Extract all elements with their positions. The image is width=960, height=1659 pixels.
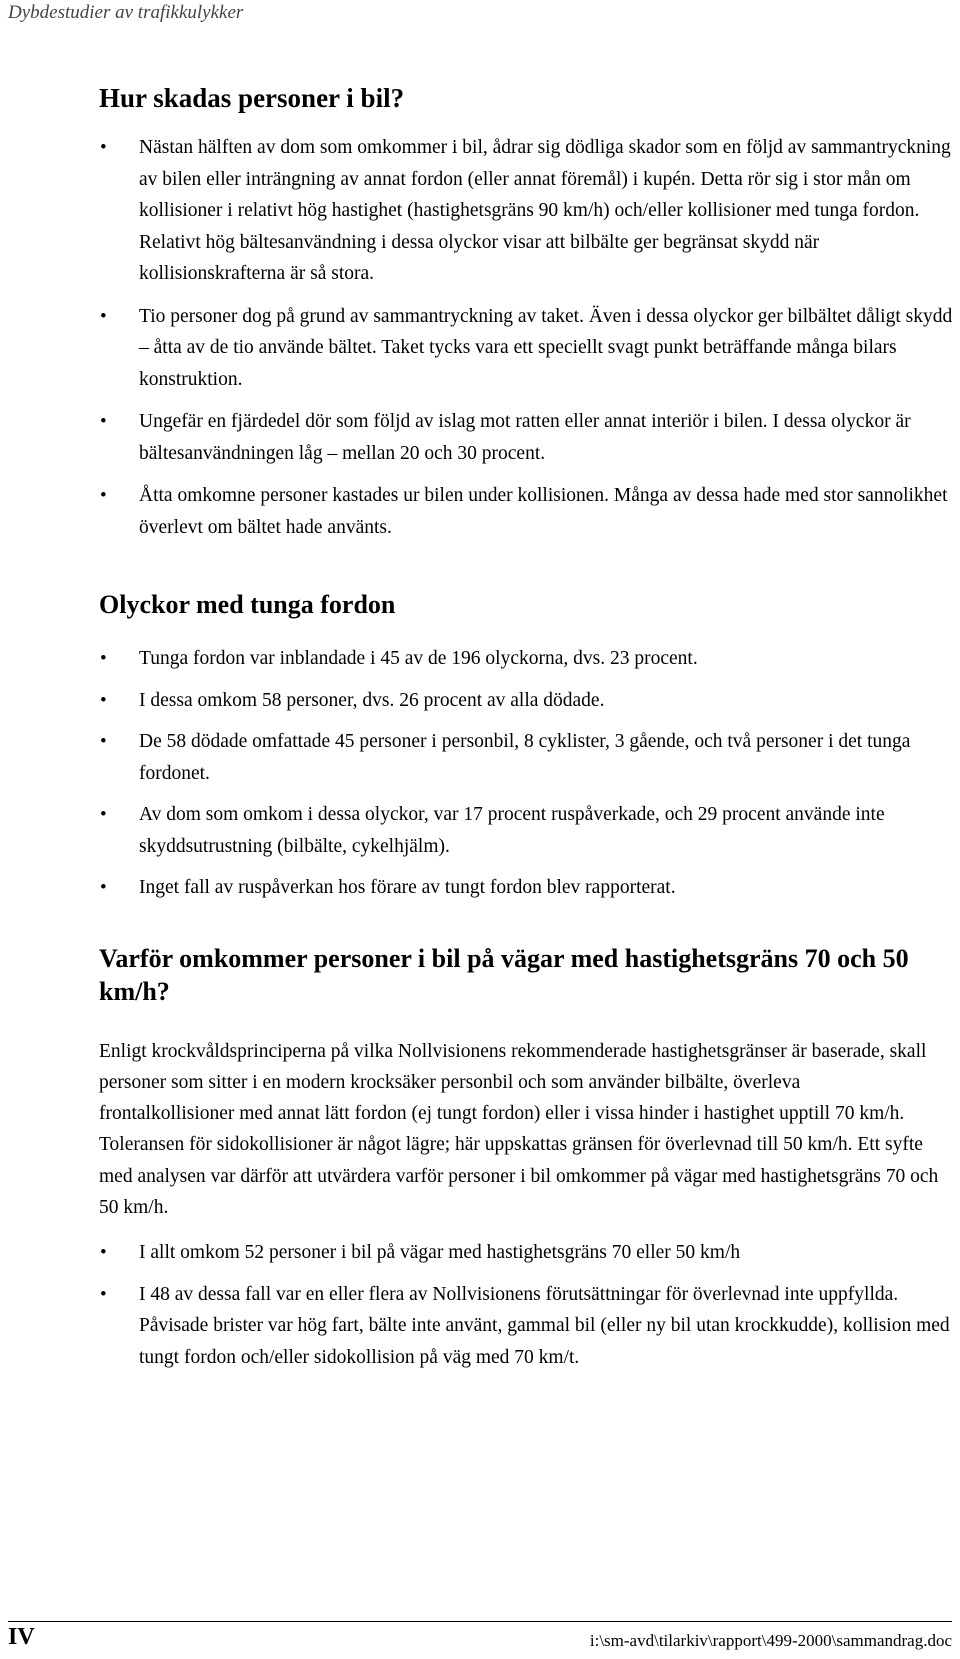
- document-body: [99, 82, 959, 1383]
- bullet-list-injuries: [99, 132, 959, 543]
- list-item-text: Nästan hälften av dom som omkommer i bil, ådrar sig dödliga skador som en följd av sammantryckning av bilen eller inträngning av annat fordon (eller annat föremål) i kupén. Detta rör sig i stor mån om kollisioner i relativt hög hastighet (hastighetsgräns 90 km/h) och/eller kollisioner med tunga fordon. Relativt hög bältesanvändning i dessa olyckor visar att bilbälte ger begränsat skydd när kollisionskrafterna är så stora.: [139, 137, 951, 284]
- bullet-dot-icon: •: [100, 137, 107, 158]
- bullet-dot-icon: •: [100, 485, 107, 506]
- list-item: [99, 301, 959, 396]
- section-heading-heavy-vehicles: Olyckor med tunga fordon: [99, 590, 396, 619]
- list-item-text: Inget fall av ruspåverkan hos förare av tungt fordon blev rapporterat.: [139, 877, 676, 898]
- list-item: [99, 872, 959, 904]
- list-item-text: Tunga fordon var inblandade i 45 av de 196 olyckorna, dvs. 23 procent.: [139, 648, 698, 669]
- list-item-text: I 48 av dessa fall var en eller flera av Nollvisionens förutsättningar för överlevnad inte uppfyllda. Påvisade brister var hög fart, bälte inte använt, gammal bil (eller ny bil utan krockkudde), kollision med tungt fordon och/eller sidokollision på väg med 70 km/t.: [139, 1283, 950, 1368]
- section-heading-speed-limits: Varför omkommer personer i bil på vägar med hastighetsgräns 70 och 50 km/h?: [99, 943, 909, 1006]
- body-paragraph: Enligt krockvåldsprinciperna på vilka Nollvisionens rekommenderade hastighetsgränser är baserade, skall personer som sitter i en modern krocksäker personbil och som använder bilbälte, överleva frontalkollisioner med annat lätt fordon (ej tungt fordon) eller i vissa hinder i hastighet upptill 70 km/h. Toleransen för sidokollisioner är något lägre; här uppskattas gränsen för överlevnad till 50 km/h. Ett syfte med analysen var därför att utvärdera varför personer i bil omkommer på vägar med hastighetsgräns 70 och 50 km/h.: [99, 1040, 939, 1218]
- list-item: [99, 406, 959, 469]
- list-item: [99, 480, 959, 543]
- bullet-dot-icon: •: [100, 1242, 107, 1264]
- bullet-list-speed-limits: [99, 1237, 959, 1373]
- list-item: [99, 799, 959, 862]
- page-number: IV: [8, 1624, 35, 1650]
- list-item-text: Ungefär en fjärdedel dör som följd av islag mot ratten eller annat interiör i bilen. I dessa olyckor är bältesanvändningen låg – mellan 20 och 30 procent.: [139, 411, 911, 464]
- list-item: [99, 685, 959, 717]
- section-heading-injuries: Hur skadas personer i bil?: [99, 83, 405, 113]
- bullet-dot-icon: •: [100, 689, 107, 711]
- bullet-dot-icon: •: [100, 411, 107, 432]
- bullet-list-heavy-vehicles: [99, 643, 959, 904]
- list-item-text: Åtta omkomne personer kastades ur bilen under kollisionen. Många av dessa hade med stor sannolikhet överlevt om bältet hade använts.: [139, 485, 948, 538]
- bullet-dot-icon: •: [100, 305, 107, 327]
- list-item: [99, 1237, 959, 1269]
- bullet-dot-icon: •: [100, 1283, 107, 1305]
- list-item-text: I allt omkom 52 personer i bil på vägar med hastighetsgräns 70 eller 50 km/h: [139, 1242, 741, 1264]
- list-item-text: Tio personer dog på grund av sammantryckning av taket. Även i dessa olyckor ger bilbältet dåligt skydd – åtta av de tio använde bältet. Taket tycks vara ett speciellt svagt punkt beträffande många bilars konstruktion.: [139, 305, 953, 390]
- file-path: i:\sm-avd\tilarkiv\rapport\499-2000\sammandrag.doc: [589, 1631, 952, 1650]
- list-item: [99, 132, 959, 290]
- list-item: [99, 1279, 959, 1374]
- list-item-text: I dessa omkom 58 personer, dvs. 26 procent av alla dödade.: [139, 689, 605, 711]
- running-header: Dybdestudier av trafikkulykker: [8, 2, 244, 23]
- list-item-text: De 58 dödade omfattade 45 personer i personbil, 8 cyklister, 3 gående, och två personer i det tunga fordonet.: [139, 731, 911, 784]
- list-item: [99, 643, 959, 675]
- bullet-dot-icon: •: [100, 731, 107, 752]
- list-item: [99, 726, 959, 789]
- bullet-dot-icon: •: [100, 877, 107, 898]
- footer-divider: [8, 1621, 952, 1622]
- bullet-dot-icon: •: [100, 648, 107, 669]
- bullet-dot-icon: •: [100, 804, 107, 825]
- list-item-text: Av dom som omkom i dessa olyckor, var 17 procent ruspåverkade, och 29 procent använde inte skyddsutrustning (bilbälte, cykelhjälm).: [139, 804, 885, 857]
